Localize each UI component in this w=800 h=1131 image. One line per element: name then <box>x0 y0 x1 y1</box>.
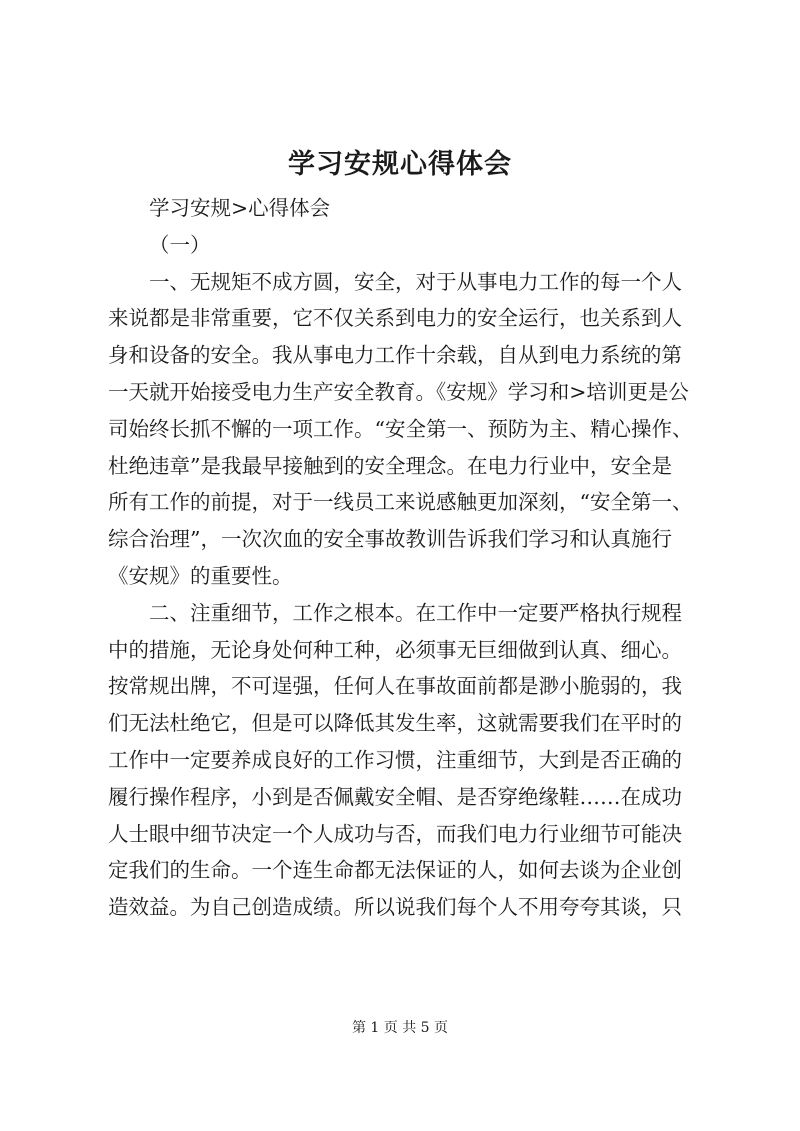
paragraph-line: 造效益。为自己创造成绩。所以说我们每个人不用夸夸其谈，只 <box>108 895 682 920</box>
paragraph-line: 《安规》的重要性。 <box>108 563 293 588</box>
paragraph-line: 工作中一定要养成良好的工作习惯，注重细节，大到是否正确的 <box>108 747 682 772</box>
page-number-footer: 第 1 页 共 5 页 <box>351 1020 449 1036</box>
paragraph-line: 中的措施，无论身处何种工种，必须事无巨细做到认真、细心。 <box>108 637 682 662</box>
paragraph-line: 杜绝违章”是我最早接触到的安全理念。在电力行业中，安全是 <box>108 453 672 478</box>
paragraph-line: 履行操作程序，小到是否佩戴安全帽、是否穿绝缘鞋……在成功 <box>108 784 682 809</box>
paragraph-line: 身和设备的安全。我从事电力工作十余载，自从到电力系统的第 <box>108 343 682 368</box>
paragraph-line: 们无法杜绝它，但是可以降低其发生率，这就需要我们在平时的 <box>108 711 682 736</box>
paragraph-line: 一、无规矩不成方圆，安全，对于从事电力工作的每一个人 <box>149 269 682 294</box>
paragraph-line: 一天就开始接受电力生产安全教育。《安规》学习和>培训更是公 <box>108 379 689 404</box>
section-marker-line: （一） <box>149 232 211 257</box>
paragraph-line: 二、注重细节，工作之根本。在工作中一定要严格执行规程 <box>149 600 682 625</box>
paragraph-line: 综合治理”，一次次血的安全事故教训告诉我们学习和认真施行 <box>108 527 672 552</box>
document-body <box>108 190 702 926</box>
paragraph-line: 定我们的生命。一个连生命都无法保证的人，如何去谈为企业创 <box>108 858 682 883</box>
paragraph-line: 司始终长抓不懈的一项工作。“安全第一、预防为主、精心操作、 <box>108 416 693 441</box>
subtitle-line: 学习安规>心得体会 <box>149 196 331 220</box>
paragraph-line: 按常规出牌，不可逞强，任何人在事故面前都是渺小脆弱的，我 <box>108 674 682 699</box>
document-title: 学习安规心得体会 <box>288 149 512 180</box>
paragraph-line: 所有工作的前提，对于一线员工来说感触更加深刻，“安全第一、 <box>108 490 693 515</box>
paragraph-line: 来说都是非常重要，它不仅关系到电力的安全运行，也关系到人 <box>108 306 682 331</box>
paragraph-line: 人士眼中细节决定一个人成功与否，而我们电力行业细节可能决 <box>108 821 682 846</box>
